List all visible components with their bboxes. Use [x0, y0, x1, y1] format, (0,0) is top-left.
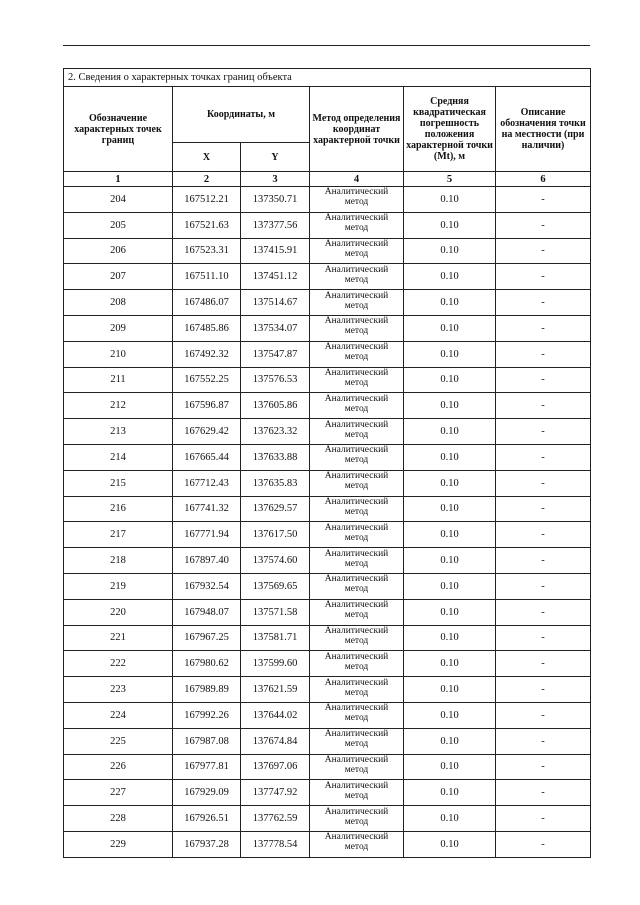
mt-error-cell: 0.10 — [404, 780, 496, 806]
point-cell: 216 — [64, 496, 173, 522]
table-row — [64, 367, 591, 393]
point-cell: 215 — [64, 470, 173, 496]
mt-error-cell: 0.10 — [404, 212, 496, 238]
method-cell — [310, 212, 404, 238]
y-coordinate-cell: 137762.59 — [241, 806, 310, 832]
x-coordinate-cell: 167926.51 — [173, 806, 241, 832]
table-row — [64, 212, 591, 238]
y-coordinate-cell: 137633.88 — [241, 444, 310, 470]
table-row — [64, 187, 591, 213]
y-coordinate-cell: 137617.50 — [241, 522, 310, 548]
y-coordinate-cell: 137581.71 — [241, 625, 310, 651]
method-line-1: Аналитический — [324, 316, 389, 327]
description-cell: - — [496, 444, 591, 470]
table-row — [64, 315, 591, 341]
x-coordinate-cell: 167665.44 — [173, 444, 241, 470]
mt-error-cell: 0.10 — [404, 341, 496, 367]
y-coordinate-cell: 137697.06 — [241, 754, 310, 780]
method-line-1: Аналитический — [324, 393, 389, 404]
column-number: 1 — [64, 172, 173, 187]
mt-error-cell: 0.10 — [404, 651, 496, 677]
y-coordinate-cell: 137574.60 — [241, 548, 310, 574]
description-cell: - — [496, 264, 591, 290]
y-coordinate-cell: 137571.58 — [241, 599, 310, 625]
description-cell: - — [496, 677, 591, 703]
method-line-2: метод — [344, 584, 369, 595]
header-method: Метод определения координат характерной точки — [310, 87, 404, 172]
method-line-1: Аналитический — [324, 342, 389, 353]
description-cell: - — [496, 625, 591, 651]
header-row-1 — [64, 87, 591, 143]
table-row — [64, 599, 591, 625]
method-line-2: метод — [344, 326, 369, 337]
method-line-2: метод — [344, 197, 369, 208]
x-coordinate-cell: 167485.86 — [173, 315, 241, 341]
point-cell: 208 — [64, 290, 173, 316]
method-cell — [310, 341, 404, 367]
mt-error-cell: 0.10 — [404, 419, 496, 445]
point-cell: 214 — [64, 444, 173, 470]
x-coordinate-cell: 167712.43 — [173, 470, 241, 496]
method-cell — [310, 651, 404, 677]
description-cell: - — [496, 573, 591, 599]
description-cell: - — [496, 754, 591, 780]
description-cell: - — [496, 496, 591, 522]
method-line-1: Аналитический — [324, 471, 389, 482]
x-coordinate-cell: 167980.62 — [173, 651, 241, 677]
boundary-points-table — [63, 68, 591, 858]
point-cell: 223 — [64, 677, 173, 703]
method-line-2: метод — [344, 223, 369, 234]
y-coordinate-cell: 137599.60 — [241, 651, 310, 677]
description-cell: - — [496, 806, 591, 832]
point-cell: 219 — [64, 573, 173, 599]
method-cell — [310, 187, 404, 213]
mt-error-cell: 0.10 — [404, 522, 496, 548]
point-cell: 217 — [64, 522, 173, 548]
table-row — [64, 341, 591, 367]
y-coordinate-cell: 137415.91 — [241, 238, 310, 264]
point-cell: 204 — [64, 187, 173, 213]
description-cell: - — [496, 315, 591, 341]
method-line-1: Аналитический — [324, 264, 389, 275]
method-cell — [310, 264, 404, 290]
mt-error-cell: 0.10 — [404, 393, 496, 419]
x-coordinate-cell: 167992.26 — [173, 702, 241, 728]
x-coordinate-cell: 167937.28 — [173, 831, 241, 857]
x-coordinate-cell: 167486.07 — [173, 290, 241, 316]
x-coordinate-cell: 167552.25 — [173, 367, 241, 393]
y-coordinate-cell: 137605.86 — [241, 393, 310, 419]
header-coordinates: Координаты, м — [173, 87, 310, 143]
method-cell — [310, 573, 404, 599]
method-cell — [310, 599, 404, 625]
method-line-2: метод — [344, 661, 369, 672]
mt-error-cell: 0.10 — [404, 806, 496, 832]
table-row — [64, 496, 591, 522]
method-line-2: метод — [344, 558, 369, 569]
method-cell — [310, 728, 404, 754]
description-cell: - — [496, 212, 591, 238]
table-row — [64, 702, 591, 728]
method-line-1: Аналитический — [324, 419, 389, 430]
method-cell — [310, 496, 404, 522]
x-coordinate-cell: 167596.87 — [173, 393, 241, 419]
method-line-1: Аналитический — [324, 677, 389, 688]
mt-error-cell: 0.10 — [404, 264, 496, 290]
y-coordinate-cell: 137778.54 — [241, 831, 310, 857]
mt-error-cell: 0.10 — [404, 831, 496, 857]
table-row — [64, 651, 591, 677]
method-line-1: Аналитический — [324, 729, 389, 740]
point-cell: 221 — [64, 625, 173, 651]
x-coordinate-cell: 167492.32 — [173, 341, 241, 367]
mt-error-cell: 0.10 — [404, 496, 496, 522]
method-line-1: Аналитический — [324, 238, 389, 249]
x-coordinate-cell: 167967.25 — [173, 625, 241, 651]
x-coordinate-cell: 167511.10 — [173, 264, 241, 290]
table-row — [64, 393, 591, 419]
method-cell — [310, 548, 404, 574]
point-cell: 227 — [64, 780, 173, 806]
y-coordinate-cell: 137451.12 — [241, 264, 310, 290]
y-coordinate-cell: 137674.84 — [241, 728, 310, 754]
description-cell: - — [496, 780, 591, 806]
method-cell — [310, 806, 404, 832]
description-cell: - — [496, 522, 591, 548]
method-line-2: метод — [344, 429, 369, 440]
column-number: 5 — [404, 172, 496, 187]
method-line-1: Аналитический — [324, 754, 389, 765]
column-number: 3 — [241, 172, 310, 187]
method-line-1: Аналитический — [324, 574, 389, 585]
x-coordinate-cell: 167512.21 — [173, 187, 241, 213]
y-coordinate-cell: 137623.32 — [241, 419, 310, 445]
point-cell: 225 — [64, 728, 173, 754]
y-coordinate-cell: 137747.92 — [241, 780, 310, 806]
mt-error-cell: 0.10 — [404, 702, 496, 728]
method-cell — [310, 625, 404, 651]
column-number: 6 — [496, 172, 591, 187]
point-cell: 220 — [64, 599, 173, 625]
column-number: 2 — [173, 172, 241, 187]
x-coordinate-cell: 167629.42 — [173, 419, 241, 445]
method-line-1: Аналитический — [324, 187, 389, 198]
mt-error-cell: 0.10 — [404, 238, 496, 264]
column-number: 4 — [310, 172, 404, 187]
y-coordinate-cell: 137377.56 — [241, 212, 310, 238]
method-line-1: Аналитический — [324, 780, 389, 791]
method-line-2: метод — [344, 635, 369, 646]
table-row — [64, 548, 591, 574]
method-line-2: метод — [344, 842, 369, 853]
point-cell: 205 — [64, 212, 173, 238]
description-cell: - — [496, 393, 591, 419]
mt-error-cell: 0.10 — [404, 470, 496, 496]
method-cell — [310, 754, 404, 780]
y-coordinate-cell: 137350.71 — [241, 187, 310, 213]
mt-error-cell: 0.10 — [404, 548, 496, 574]
column-number-row — [64, 172, 591, 187]
method-line-1: Аналитический — [324, 213, 389, 224]
x-coordinate-cell: 167932.54 — [173, 573, 241, 599]
method-cell — [310, 290, 404, 316]
method-line-2: метод — [344, 506, 369, 517]
method-line-2: метод — [344, 816, 369, 827]
description-cell: - — [496, 728, 591, 754]
x-coordinate-cell: 167897.40 — [173, 548, 241, 574]
description-cell: - — [496, 548, 591, 574]
method-line-2: метод — [344, 481, 369, 492]
method-line-1: Аналитический — [324, 703, 389, 714]
mt-error-cell: 0.10 — [404, 367, 496, 393]
description-cell: - — [496, 599, 591, 625]
table-row — [64, 806, 591, 832]
table-row — [64, 625, 591, 651]
method-cell — [310, 315, 404, 341]
method-line-2: метод — [344, 713, 369, 724]
header-x: X — [173, 143, 241, 172]
description-cell: - — [496, 238, 591, 264]
table-row — [64, 419, 591, 445]
point-cell: 212 — [64, 393, 173, 419]
description-cell: - — [496, 702, 591, 728]
table-row — [64, 470, 591, 496]
method-line-1: Аналитический — [324, 651, 389, 662]
y-coordinate-cell: 137621.59 — [241, 677, 310, 703]
description-cell: - — [496, 341, 591, 367]
y-coordinate-cell: 137547.87 — [241, 341, 310, 367]
point-cell: 224 — [64, 702, 173, 728]
description-cell: - — [496, 290, 591, 316]
table-row — [64, 290, 591, 316]
method-line-2: метод — [344, 739, 369, 750]
point-cell: 211 — [64, 367, 173, 393]
point-cell: 210 — [64, 341, 173, 367]
mt-error-cell: 0.10 — [404, 573, 496, 599]
table-row — [64, 780, 591, 806]
method-line-2: метод — [344, 455, 369, 466]
y-coordinate-cell: 137635.83 — [241, 470, 310, 496]
description-cell: - — [496, 831, 591, 857]
mt-error-cell: 0.10 — [404, 444, 496, 470]
mt-error-cell: 0.10 — [404, 187, 496, 213]
x-coordinate-cell: 167989.89 — [173, 677, 241, 703]
point-cell: 209 — [64, 315, 173, 341]
mt-error-cell: 0.10 — [404, 625, 496, 651]
method-line-1: Аналитический — [324, 445, 389, 456]
y-coordinate-cell: 137644.02 — [241, 702, 310, 728]
header-error: Средняя квадратическая погрешность положения характерной точки (Mt), м — [404, 87, 496, 172]
method-line-2: метод — [344, 352, 369, 363]
method-line-2: метод — [344, 403, 369, 414]
table-row — [64, 831, 591, 857]
header-designation: Обозначение характерных точек границ — [64, 87, 173, 172]
table-row — [64, 573, 591, 599]
method-cell — [310, 393, 404, 419]
method-line-1: Аналитический — [324, 832, 389, 843]
x-coordinate-cell: 167521.63 — [173, 212, 241, 238]
table-row — [64, 677, 591, 703]
method-cell — [310, 238, 404, 264]
header-description: Описание обозначения точки на местности (при наличии) — [496, 87, 591, 172]
header-y: Y — [241, 143, 310, 172]
table-row — [64, 728, 591, 754]
x-coordinate-cell: 167929.09 — [173, 780, 241, 806]
point-cell: 213 — [64, 419, 173, 445]
y-coordinate-cell: 137569.65 — [241, 573, 310, 599]
table-row — [64, 522, 591, 548]
method-line-2: метод — [344, 790, 369, 801]
method-line-1: Аналитический — [324, 806, 389, 817]
y-coordinate-cell: 137514.67 — [241, 290, 310, 316]
method-cell — [310, 831, 404, 857]
method-cell — [310, 702, 404, 728]
mt-error-cell: 0.10 — [404, 754, 496, 780]
point-cell: 228 — [64, 806, 173, 832]
x-coordinate-cell: 167741.32 — [173, 496, 241, 522]
method-line-2: метод — [344, 687, 369, 698]
y-coordinate-cell: 137629.57 — [241, 496, 310, 522]
y-coordinate-cell: 137534.07 — [241, 315, 310, 341]
method-cell — [310, 419, 404, 445]
point-cell: 218 — [64, 548, 173, 574]
method-cell — [310, 522, 404, 548]
method-line-2: метод — [344, 610, 369, 621]
x-coordinate-cell: 167977.81 — [173, 754, 241, 780]
method-line-2: метод — [344, 377, 369, 388]
table-row — [64, 238, 591, 264]
method-line-1: Аналитический — [324, 290, 389, 301]
point-cell: 226 — [64, 754, 173, 780]
table-row — [64, 264, 591, 290]
section-title: 2. Сведения о характерных точках границ объекта — [64, 69, 591, 87]
method-line-1: Аналитический — [324, 496, 389, 507]
method-cell — [310, 444, 404, 470]
point-cell: 222 — [64, 651, 173, 677]
mt-error-cell: 0.10 — [404, 599, 496, 625]
method-cell — [310, 470, 404, 496]
x-coordinate-cell: 167771.94 — [173, 522, 241, 548]
method-line-1: Аналитический — [324, 522, 389, 533]
table-row — [64, 754, 591, 780]
method-line-1: Аналитический — [324, 367, 389, 378]
method-line-2: метод — [344, 274, 369, 285]
method-line-1: Аналитический — [324, 548, 389, 559]
x-coordinate-cell: 167523.31 — [173, 238, 241, 264]
point-cell: 206 — [64, 238, 173, 264]
point-cell: 229 — [64, 831, 173, 857]
top-rule — [63, 45, 590, 46]
section-title-row — [64, 69, 591, 87]
description-cell: - — [496, 470, 591, 496]
description-cell: - — [496, 419, 591, 445]
x-coordinate-cell: 167987.08 — [173, 728, 241, 754]
description-cell: - — [496, 187, 591, 213]
method-cell — [310, 367, 404, 393]
method-line-1: Аналитический — [324, 600, 389, 611]
mt-error-cell: 0.10 — [404, 728, 496, 754]
y-coordinate-cell: 137576.53 — [241, 367, 310, 393]
mt-error-cell: 0.10 — [404, 677, 496, 703]
method-cell — [310, 677, 404, 703]
method-line-2: метод — [344, 248, 369, 259]
method-line-2: метод — [344, 300, 369, 311]
method-line-1: Аналитический — [324, 625, 389, 636]
method-line-2: метод — [344, 532, 369, 543]
table-row — [64, 444, 591, 470]
method-cell — [310, 780, 404, 806]
method-line-2: метод — [344, 764, 369, 775]
description-cell: - — [496, 367, 591, 393]
description-cell: - — [496, 651, 591, 677]
mt-error-cell: 0.10 — [404, 290, 496, 316]
x-coordinate-cell: 167948.07 — [173, 599, 241, 625]
point-cell: 207 — [64, 264, 173, 290]
mt-error-cell: 0.10 — [404, 315, 496, 341]
